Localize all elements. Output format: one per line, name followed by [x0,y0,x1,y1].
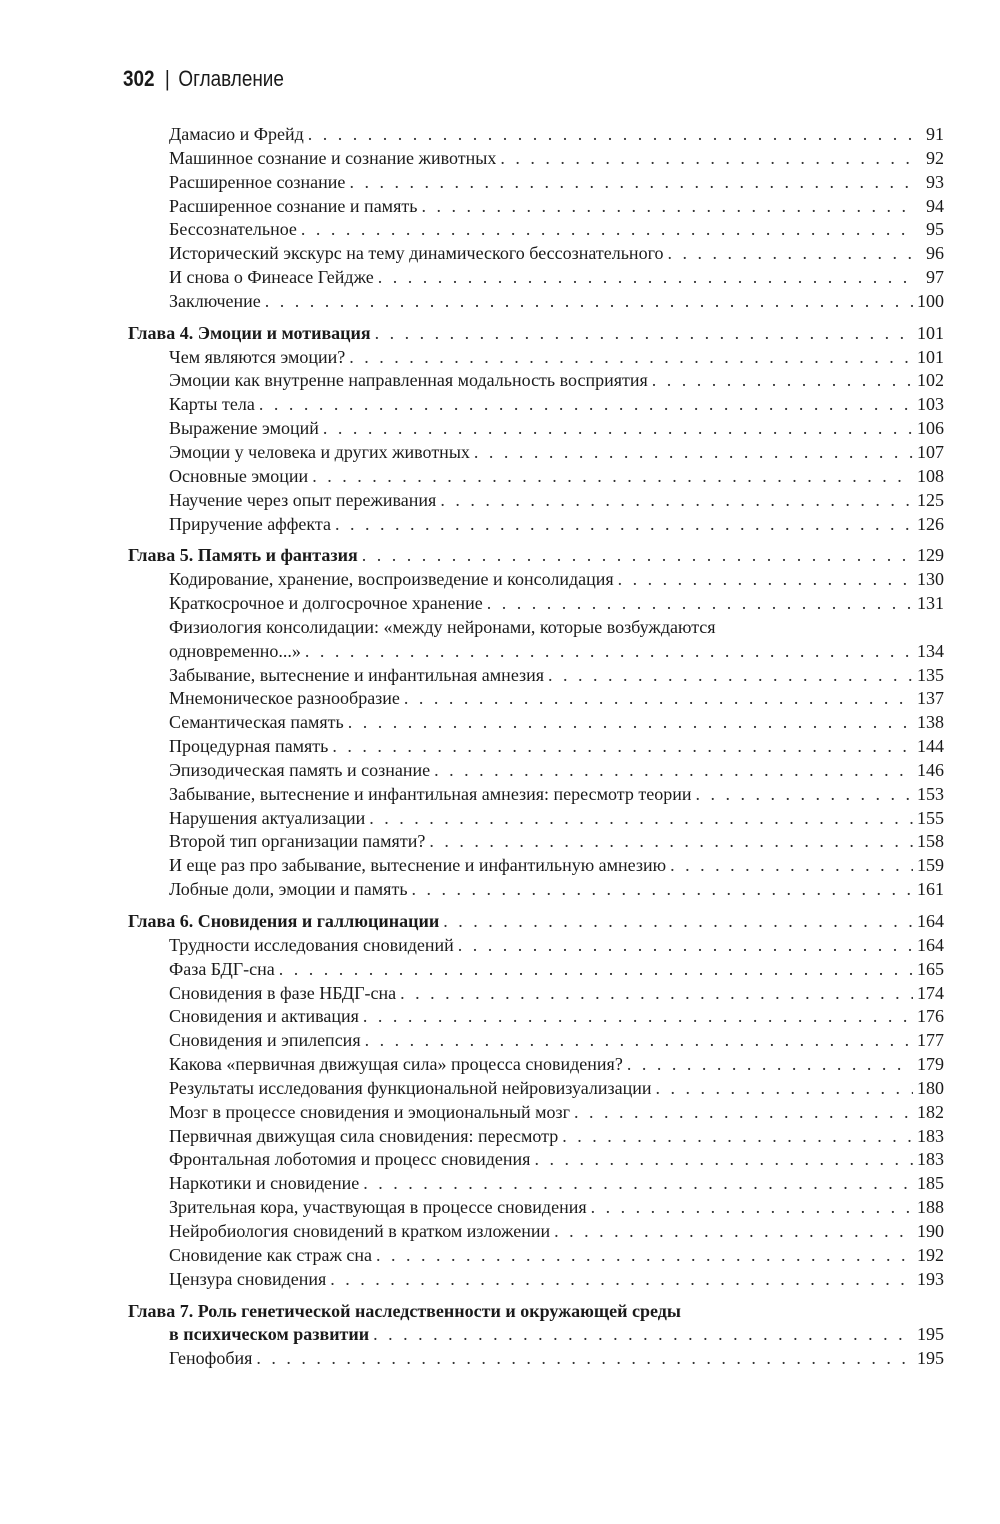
toc-chapter-row [128,910,944,934]
toc-entry-title: Мнемоническое разнообразие [169,688,400,709]
toc-page-number: 195 [917,1324,944,1345]
toc-entry-title: Физиология консолидации: «между нейронами, которые возбуждаются [169,616,716,637]
toc-page-number: 131 [917,593,944,614]
toc-entry-row [128,393,944,417]
toc-dot-leader [412,878,913,902]
toc-page-number: 129 [917,545,944,566]
toc-dot-leader [335,513,913,537]
toc-page-number: 188 [917,1197,944,1218]
running-head-title: Оглавление [178,66,284,91]
toc-entry-row [128,759,944,783]
toc-entry-title: Чем являются эмоции? [169,346,346,367]
toc-dot-leader [458,934,913,958]
toc-page-number: 137 [917,688,944,709]
toc-entry-row [128,1347,944,1371]
toc-dot-leader [369,807,913,831]
toc-entry-row [128,417,944,441]
toc-page-number: 96 [926,243,944,264]
toc-page-number: 91 [926,124,944,144]
toc-entry-row [128,489,944,513]
toc-entry-row [128,830,944,854]
toc-entry-title: Глава 7. Роль генетической наследственности и окружающей среды [128,1300,681,1321]
toc-dot-leader [440,489,913,513]
toc-dot-leader [474,441,913,465]
toc-dot-leader [349,171,914,195]
toc-page-number: 102 [917,370,944,391]
toc-entry-title: И снова о Финеасе Гейдже [169,267,374,288]
toc-entry-row [128,123,944,147]
toc-entry-title: Сновидения в фазе НБДГ-сна [169,982,397,1003]
toc-entry-row [128,465,944,489]
toc-page-number: 183 [917,1125,944,1146]
toc-dot-leader [400,982,913,1006]
toc-entry-title: Бессознательное [169,219,297,240]
toc-dot-leader [487,592,913,616]
toc-page-number: 138 [917,712,944,733]
toc-entry-row [128,147,944,171]
toc-entry-title: Забывание, вытеснение и инфантильная амнезия [169,664,545,685]
toc-chapter-row [128,544,944,568]
toc-entry-title: Глава 6. Сновидения и галлюцинации [128,911,440,931]
toc-entry-title: Результаты исследования функциональной нейровизуализации [169,1077,652,1098]
toc-entry-row [128,218,944,242]
table-of-contents [128,123,944,1371]
toc-dot-leader [652,369,913,393]
toc-entry-row [128,640,944,664]
toc-page-number: 174 [917,982,944,1003]
toc-dot-leader [618,568,913,592]
toc-entry-row [128,958,944,982]
toc-entry-title: Основные эмоции [169,465,309,486]
toc-entry-title: Кодирование, хранение, воспроизведение и консолидация [169,569,614,590]
toc-page-number: 126 [917,513,944,534]
toc-dot-leader [363,1005,913,1029]
toc-page-number: 108 [917,465,944,486]
toc-entry-title: Краткосрочное и долгосрочное хранение [169,593,483,614]
toc-entry-row [128,369,944,393]
toc-entry-row [128,171,944,195]
toc-dot-leader [373,1323,913,1347]
toc-entry-title: Лобные доли, эмоции и память [169,879,408,900]
toc-entry-title: Наркотики и сновидение [169,1173,360,1194]
toc-dot-leader [330,1268,913,1292]
toc-entry-title: Второй тип организации памяти? [169,831,426,852]
toc-page-number: 164 [917,934,944,955]
toc-entry-row [128,346,944,370]
toc-dot-leader [429,830,913,854]
toc-dot-leader [695,783,913,807]
toc-dot-leader [305,640,913,664]
toc-entry-title: Заключение [169,290,261,311]
toc-dot-leader [627,1053,913,1077]
toc-entry-title: Первичная движущая сила сновидения: пересмотр [169,1125,559,1146]
toc-entry-title: Научение через опыт переживания [169,489,437,510]
toc-entry-title: Цензура сновидения [169,1268,327,1289]
toc-entry-title: Нарушения актуализации [169,807,366,828]
toc-dot-leader [362,544,913,568]
toc-entry-row [128,687,944,711]
toc-page-number: 146 [917,759,944,780]
toc-dot-leader [363,1172,913,1196]
toc-dot-leader [656,1077,913,1101]
toc-page-number: 195 [917,1348,944,1369]
toc-page-number: 179 [917,1054,944,1075]
toc-dot-leader [534,1148,913,1172]
toc-page-number: 95 [926,219,944,240]
toc-entry-title: Сновидение как страж сна [169,1244,372,1265]
toc-entry-title: Машинное сознание и сознание животных [169,147,497,168]
toc-page-number: 164 [917,911,944,931]
toc-dot-leader [301,218,914,242]
toc-entry-title: Глава 5. Память и фантазия [128,545,358,566]
toc-chapter-row [128,1323,944,1347]
toc-page-number: 159 [917,855,944,876]
toc-entry-row [128,1268,944,1292]
toc-page-number: 103 [917,394,944,415]
toc-entry-row [128,854,944,878]
toc-entry-row [128,266,944,290]
running-head [123,64,284,94]
toc-page-number: 134 [917,640,944,661]
toc-entry-title: Эмоции как внутренне направленная модальность восприятия [169,370,648,391]
toc-dot-leader [323,417,913,441]
toc-dot-leader [256,1347,913,1371]
toc-entry-row [128,1005,944,1029]
toc-dot-leader [421,195,914,219]
toc-dot-leader [500,147,914,171]
toc-entry-title: И еще раз про забывание, вытеснение и инфантильную амнезию [169,855,667,876]
toc-dot-leader [332,735,913,759]
toc-page-number: 94 [926,195,944,216]
toc-page-number: 190 [917,1220,944,1241]
toc-dot-leader [404,687,913,711]
toc-dot-leader [312,465,913,489]
toc-entry-row [128,616,944,640]
toc-entry-row [128,807,944,831]
toc-entry-row [128,1220,944,1244]
toc-entry-title: Сновидения и активация [169,1006,359,1027]
toc-page-number: 158 [917,831,944,852]
toc-entry-row [128,711,944,735]
toc-entry-title: в психическом развитии [169,1324,370,1345]
toc-page-number: 100 [917,290,944,311]
toc-page-number: 155 [917,807,944,828]
toc-dot-leader [308,123,914,147]
toc-dot-leader [365,1029,913,1053]
toc-page-number: 153 [917,783,944,804]
toc-dot-leader [554,1220,913,1244]
toc-page-number: 93 [926,171,944,192]
toc-entry-row [128,1053,944,1077]
toc-page-number: 161 [917,879,944,900]
toc-entry-row [128,1244,944,1268]
toc-page-number: 125 [917,489,944,510]
toc-entry-row [128,1029,944,1053]
toc-entry-title: Исторический экскурс на тему динамического бессознательного [169,243,664,264]
toc-dot-leader [259,393,913,417]
toc-dot-leader [434,759,913,783]
toc-page-number: 97 [926,267,944,288]
toc-chapter-row [128,1300,944,1324]
toc-dot-leader [591,1196,913,1220]
toc-entry-title: Трудности исследования сновидений [169,934,454,955]
toc-page-number: 92 [926,147,944,168]
toc-entry-row [128,441,944,465]
toc-entry-title: Выражение эмоций [169,418,319,439]
toc-entry-title: Фаза БДГ-сна [169,958,275,979]
toc-dot-leader [378,266,914,290]
toc-entry-title: Дамасио и Фрейд [169,124,304,144]
toc-entry-row [128,664,944,688]
toc-page-number: 182 [917,1101,944,1122]
toc-entry-title: Генофобия [169,1348,253,1369]
toc-entry-title: Расширенное сознание и память [169,195,418,216]
toc-page-number: 101 [917,322,944,343]
toc-dot-leader [670,854,913,878]
toc-entry-row [128,1125,944,1149]
toc-page-number: 183 [917,1149,944,1170]
toc-dot-leader [562,1125,913,1149]
toc-dot-leader [348,711,913,735]
toc-page-number: 135 [917,664,944,685]
toc-entry-row [128,290,944,314]
toc-entry-title: Приручение аффекта [169,513,331,534]
toc-entry-row [128,1101,944,1125]
toc-entry-row [128,878,944,902]
toc-page-number: 144 [917,736,944,757]
toc-dot-leader [375,322,913,346]
toc-page-number: 193 [917,1268,944,1289]
toc-entry-title: Глава 4. Эмоции и мотивация [128,322,371,343]
toc-entry-title: Процедурная память [169,736,329,757]
toc-page-number: 192 [917,1244,944,1265]
toc-page-number: 130 [917,569,944,590]
toc-entry-row [128,592,944,616]
toc-chapter-row [128,322,944,346]
toc-entry-title: Фронтальная лоботомия и процесс сновидения [169,1149,531,1170]
toc-page-number: 107 [917,441,944,462]
toc-entry-title: Какова «первичная движущая сила» процесса сновидения? [169,1054,623,1075]
toc-page-number: 165 [917,958,944,979]
toc-dot-leader [443,910,913,934]
toc-page-number: 185 [917,1173,944,1194]
toc-entry-row [128,513,944,537]
toc-page-number: 106 [917,418,944,439]
toc-page-number: 180 [917,1077,944,1098]
toc-entry-title: Забывание, вытеснение и инфантильная амнезия: пересмотр теории [169,783,692,804]
toc-entry-row [128,783,944,807]
toc-entry-row [128,1172,944,1196]
toc-entry-row [128,982,944,1006]
toc-dot-leader [668,242,915,266]
toc-entry-title: Зрительная кора, участвующая в процессе сновидения [169,1197,587,1218]
toc-page-number: 177 [917,1030,944,1051]
toc-entry-row [128,1196,944,1220]
toc-entry-title: одновременно...» [169,640,301,661]
toc-entry-title: Семантическая память [169,712,344,733]
toc-dot-leader [548,664,913,688]
page-number: 302 [123,66,155,91]
toc-entry-row [128,1148,944,1172]
toc-dot-leader [349,346,913,370]
toc-entry-row [128,735,944,759]
toc-entry-title: Расширенное сознание [169,171,346,192]
toc-entry-title: Нейробиология сновидений в кратком изложении [169,1220,551,1241]
toc-page-number: 101 [917,346,944,367]
toc-dot-leader [279,958,913,982]
toc-entry-row [128,1077,944,1101]
toc-entry-row [128,195,944,219]
toc-entry-row [128,242,944,266]
toc-dot-leader [376,1244,913,1268]
toc-page-number: 176 [917,1006,944,1027]
toc-entry-title: Эмоции у человека и других животных [169,441,470,462]
toc-entry-row [128,934,944,958]
toc-dot-leader [265,290,913,314]
toc-entry-title: Сновидения и эпилепсия [169,1030,361,1051]
header-separator: | [164,66,170,91]
toc-entry-title: Мозг в процессе сновидения и эмоциональный мозг [169,1101,570,1122]
toc-entry-title: Эпизодическая память и сознание [169,759,431,780]
toc-entry-row [128,568,944,592]
toc-dot-leader [574,1101,913,1125]
toc-entry-title: Карты тела [169,394,255,415]
